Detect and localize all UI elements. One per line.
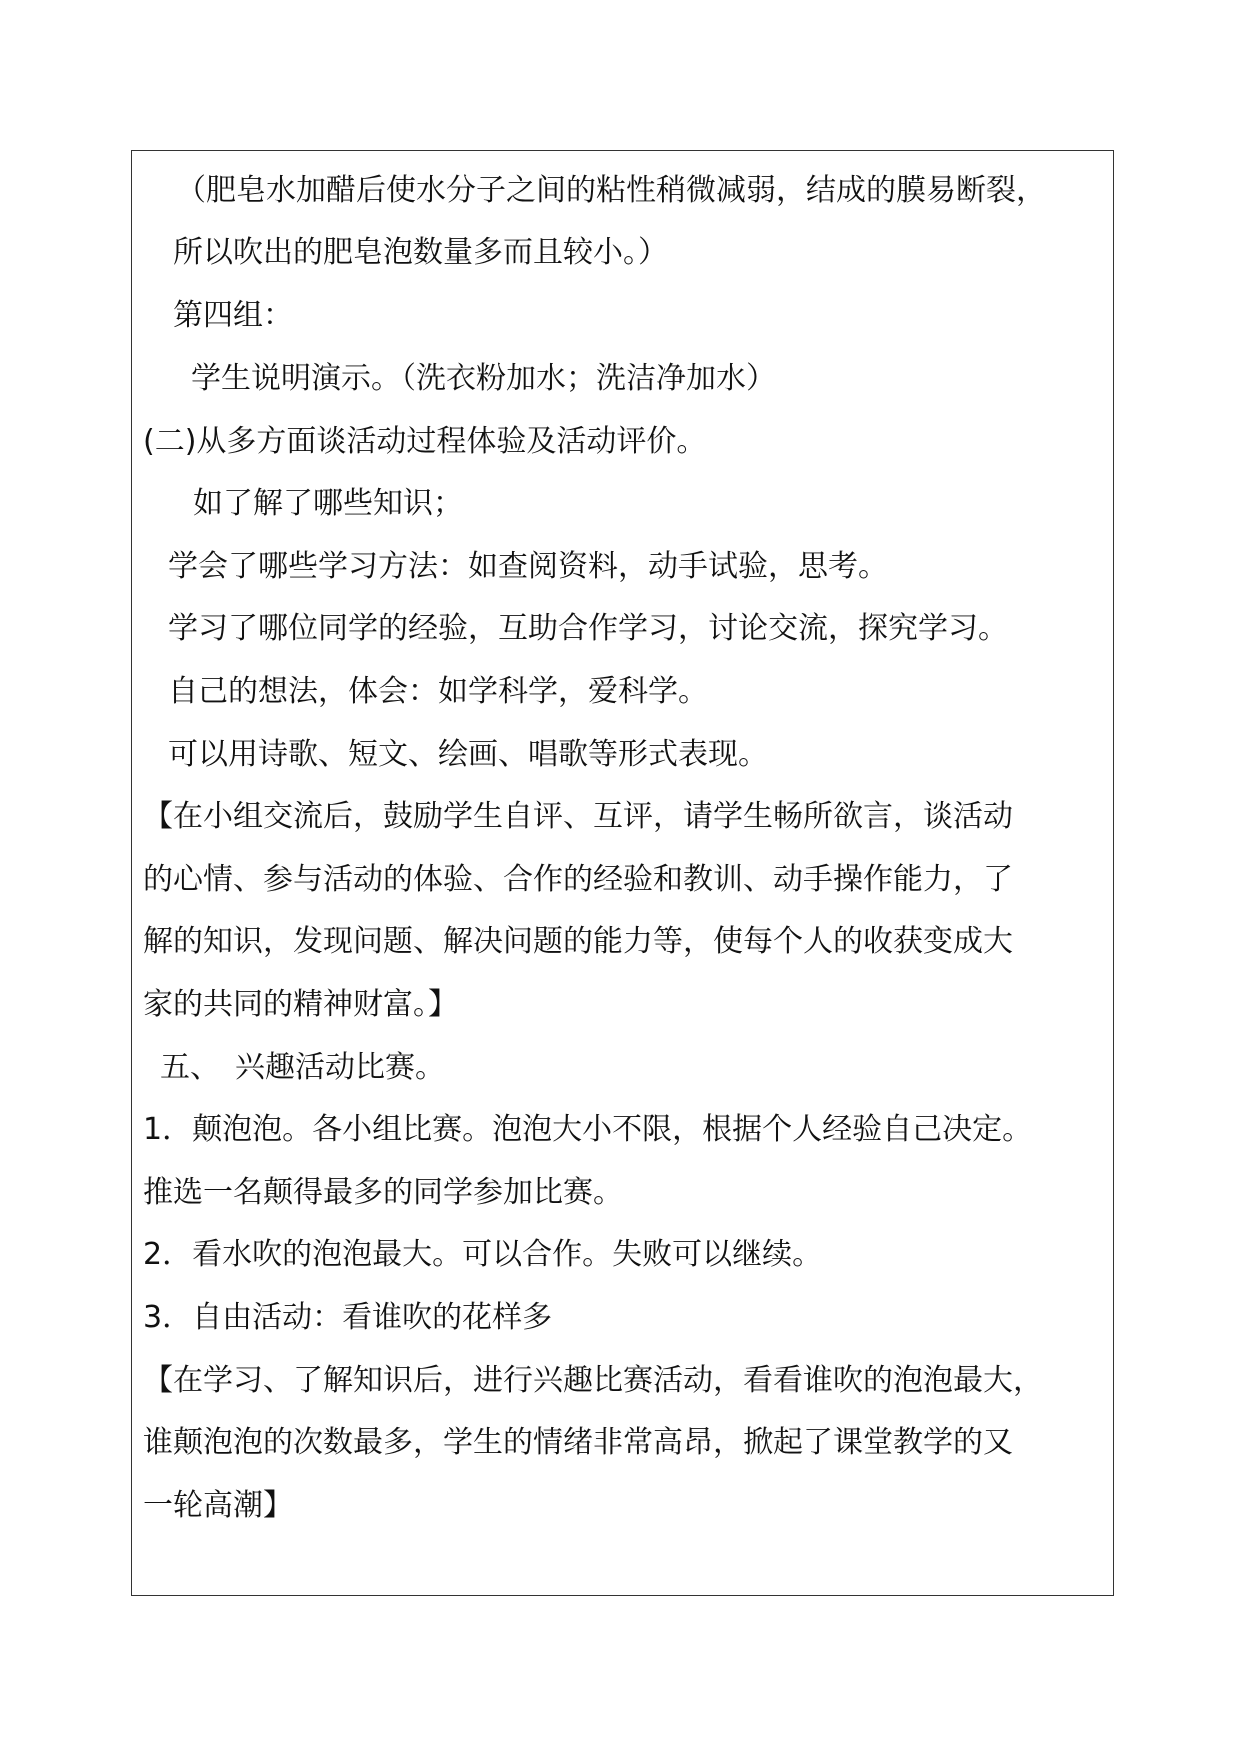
text-line: 【在小组交流后，鼓励学生自评、互评，请学生畅所欲言，谈活动 (143, 799, 1013, 834)
text-line: 自己的想法，体会：如学科学，爱科学。 (168, 674, 708, 709)
text-line: 学生说明演示。（洗衣粉加水；洗洁净加水） (191, 361, 776, 396)
text-line: 的心情、参与活动的体验、合作的经验和教训、动手操作能力，了 (143, 862, 1013, 897)
text-line: 学会了哪些学习方法：如查阅资料，动手试验，思考。 (168, 549, 888, 584)
text-line: 谁颠泡泡的次数最多，学生的情绪非常高昂，掀起了课堂教学的又 (143, 1425, 1013, 1460)
text-line: 【在学习、了解知识后，进行兴趣比赛活动，看看谁吹的泡泡最大， (143, 1363, 1043, 1398)
text-line: 3．自由活动：看谁吹的花样多 (143, 1300, 553, 1335)
text-line: 第四组： (173, 298, 293, 333)
text-line: 可以用诗歌、短文、绘画、唱歌等形式表现。 (168, 737, 768, 772)
text-line: 所以吹出的肥皂泡数量多而且较小。） (173, 235, 668, 270)
text-line: 2．看水吹的泡泡最大。可以合作。失败可以继续。 (143, 1237, 823, 1272)
text-line: （肥皂水加醋后使水分子之间的粘性稍微减弱，结成的膜易断裂， (176, 173, 1046, 208)
text-line: (二)从多方面谈活动过程体验及活动评价。 (143, 424, 707, 459)
text-line: 解的知识，发现问题、解决问题的能力等，使每个人的收获变成大 (143, 924, 1013, 959)
text-line: 如了解了哪些知识； (193, 486, 463, 521)
text-line: 1．颠泡泡。各小组比赛。泡泡大小不限，根据个人经验自己决定。 (143, 1112, 1033, 1147)
text-line: 家的共同的精神财富。】 (143, 987, 458, 1022)
text-line: 一轮高潮】 (143, 1488, 293, 1523)
text-line: 推选一名颠得最多的同学参加比赛。 (143, 1175, 623, 1210)
section-heading: 五、 兴趣活动比赛。 (160, 1050, 445, 1085)
text-line: 学习了哪位同学的经验，互助合作学习，讨论交流，探究学习。 (168, 611, 1008, 646)
